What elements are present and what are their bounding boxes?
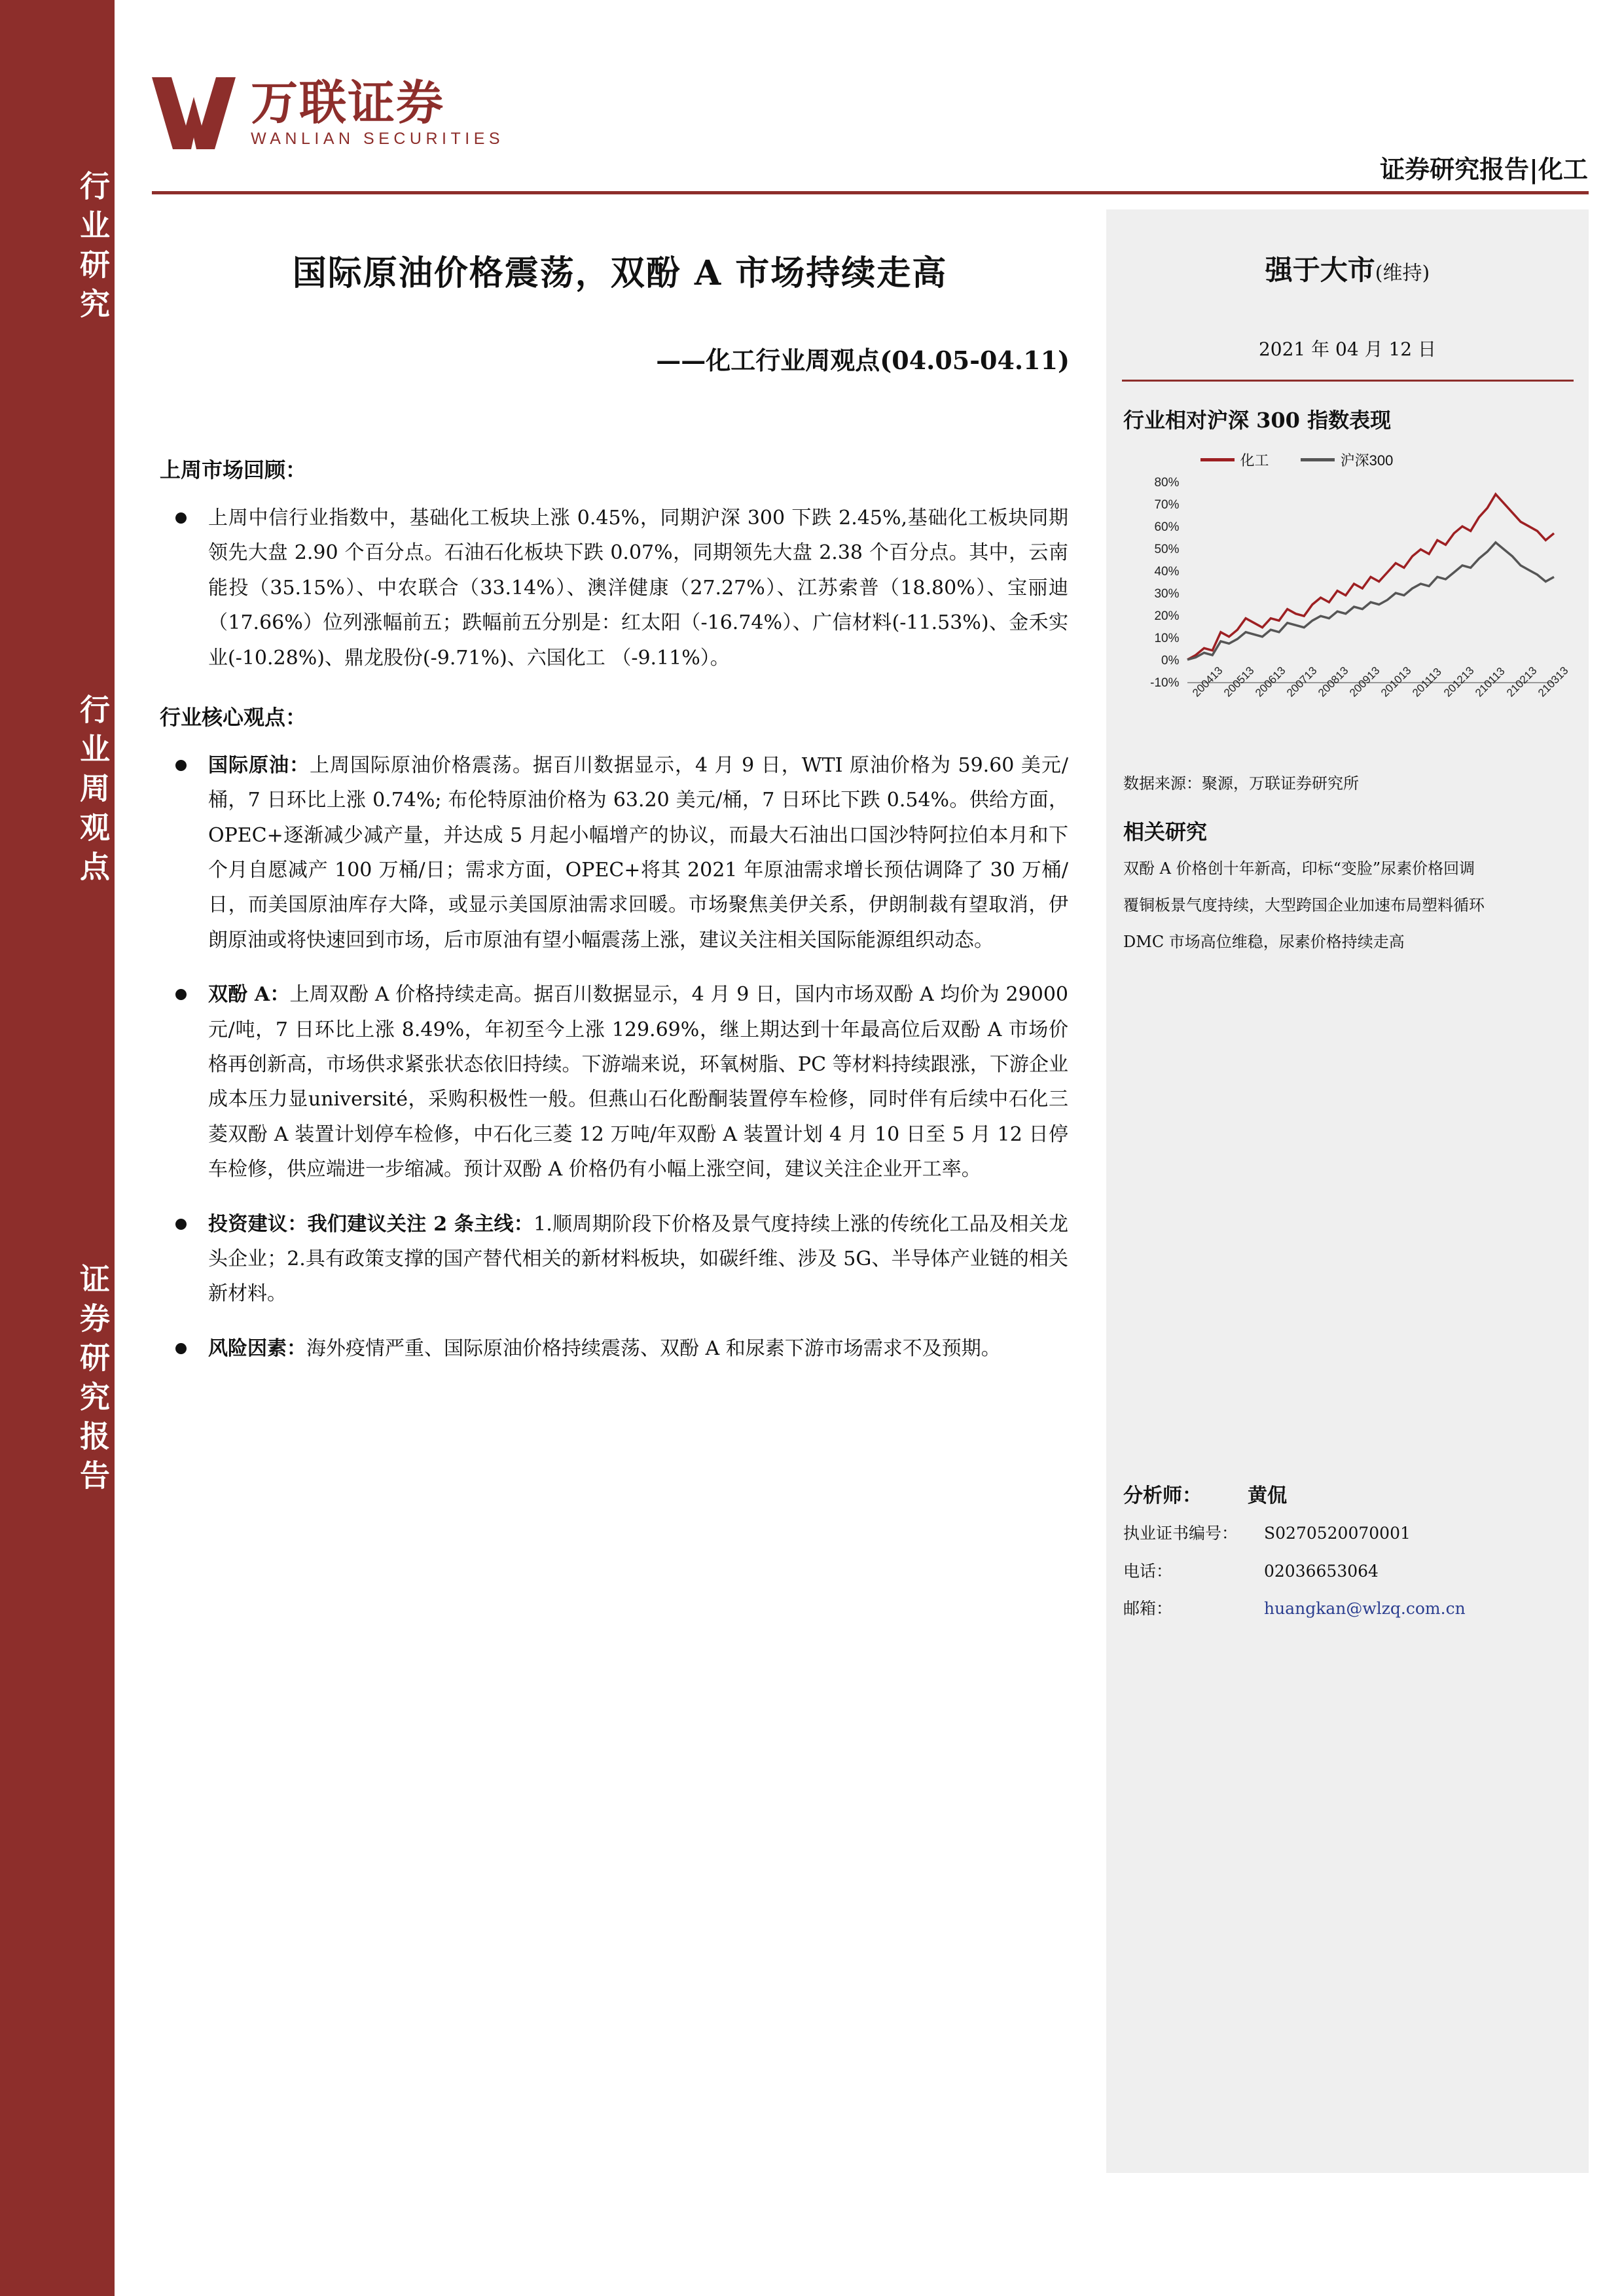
analyst-phone-row <box>1123 1559 1575 1584</box>
page-subtitle: ——化工行业周观点(04.05-04.11) <box>656 346 1070 375</box>
chart-source <box>1123 770 1589 793</box>
side-band-text-1: 行业研究 <box>75 170 111 327</box>
review-text: 上周中信行业指数中，基础化工板块上涨 0.45%，同期沪深 300 下跌 2.45%,基础化工板块同期领先大盘 2.90 个百分点。石油石化板块下跌 0.07%，同期领先大盘 2.38 个百分点。其中，云南能投（35.15%）、中农联合（33.14%）、澳洋健康（27.27%）、江苏索普（18.80%）、宝丽迪（17.66%）位列涨幅前五；跌幅前五分别是：红太阳（-16.74%）、广信材料(-11.53%)、金禾实业(-10.28%)、鼎龙股份(-9.71%)、六国化工 （-9.11%）。 <box>208 506 1068 670</box>
right-rail <box>1106 209 1589 2173</box>
legend-swatch-chemicals <box>1200 458 1235 461</box>
page-title: 国际原油价格震荡，双酚 A 市场持续走高 <box>292 253 948 293</box>
analyst-email-row <box>1123 1596 1575 1621</box>
report-date: 2021 年 04 月 12 日 <box>1258 338 1437 360</box>
y-tick-60: 60% <box>1154 520 1180 534</box>
header-rule <box>152 191 1589 194</box>
x-tick-5: 200913 <box>1346 664 1382 700</box>
related-research-item-2[interactable]: 覆铜板景气度持续，大型跨国企业加速布局塑料循环 <box>1123 896 1485 914</box>
x-tick-2: 200613 <box>1252 664 1288 700</box>
legend-item-csi300 <box>1301 450 1394 470</box>
related-research-title: 相关研究 <box>1123 819 1208 844</box>
analyst-email-value[interactable]: huangkan@wlzq.com.cn <box>1264 1599 1466 1618</box>
section-heading-core: 行业核心观点： <box>160 704 307 730</box>
logo-w-icon <box>152 77 236 149</box>
core-item-investment-advice-text: 1.顺周期阶段下价格及景气度持续上涨的传统化工品及相关龙头企业；2.具有政策支撑的国产替代相关的新材料板块，如碳纤维、涉及 5G、半导体产业链的相关新材料。 <box>208 1212 1069 1306</box>
legend-swatch-csi300 <box>1301 458 1335 461</box>
y-tick-10: 10% <box>1154 632 1180 645</box>
legend-label-chemicals: 化工 <box>1240 452 1269 469</box>
chart-legend <box>1200 450 1421 470</box>
x-tick-11: 210313 <box>1535 664 1571 700</box>
x-tick-4: 200813 <box>1315 664 1351 700</box>
core-item-bpa-label: 双酚 A： <box>208 983 290 1007</box>
analyst-phone-value: 02036653064 <box>1264 1561 1379 1581</box>
title-block <box>152 209 1088 376</box>
chart-source-value: 聚源，万联证券研究所 <box>1202 774 1359 793</box>
brand-name-cn: 万联证券 <box>251 74 445 130</box>
brand-logo <box>152 74 505 149</box>
x-tick-9: 210113 <box>1472 664 1507 700</box>
y-tick-70: 70% <box>1154 498 1180 512</box>
core-item-crude-oil-text: 上周国际原油价格震荡。据百川数据显示，4 月 9 日，WTI 原油价格为 59.60 美元/桶，7 日环比上涨 0.74%; 布伦特原油价格为 63.20 美元/桶，7 日环比下跌 0.54%。供给方面，OPEC+逐渐减少减产量，并达成 5 月起小幅增产的协议，而最大石油出口国沙特阿拉伯本月和下个月自愿减产 100 万桶/日；需求方面，OPEC+将其 2021 年原油需求增长预估调降了 30 万桶/日，而美国原油库存大降，或显示美国原油需求回暖。市场聚焦美伊关系，伊朗制裁有望取消，伊朗原油或将快速回到市场，后市原油有望小幅震荡上涨，建议关注相关国际能源组织动态。 <box>208 753 1069 952</box>
x-tick-6: 201013 <box>1378 664 1414 700</box>
y-tick-80: 80% <box>1154 476 1180 490</box>
core-item-risk-factors <box>152 1331 1068 1366</box>
core-item-risk-factors-label: 风险因素： <box>208 1336 306 1360</box>
analyst-cert-row <box>1123 1521 1575 1546</box>
brand-text <box>251 74 505 149</box>
x-tick-10: 210213 <box>1504 664 1540 700</box>
analyst-block <box>1123 1479 1575 1621</box>
x-tick-0: 200413 <box>1189 664 1225 700</box>
rail-divider <box>1122 380 1574 382</box>
core-item-investment-advice-label: 投资建议：我们建议关注 2 条主线： <box>208 1212 534 1236</box>
core-item-investment-advice <box>152 1207 1068 1312</box>
analyst-cert-value: S0270520070001 <box>1264 1524 1411 1543</box>
x-tick-8: 201213 <box>1441 664 1477 700</box>
legend-label-csi300: 沪深300 <box>1340 452 1394 469</box>
core-item-crude-oil-label: 国际原油： <box>208 753 310 777</box>
related-research-item-1[interactable]: 双酚 A 价格创十年新高，印标“变脸”尿素价格回调 <box>1123 859 1475 878</box>
legend-item-chemicals <box>1200 450 1269 470</box>
analyst-label: 分析师： <box>1123 1484 1202 1507</box>
main-body <box>152 452 1068 1386</box>
side-band-text-3: 证券研究报告 <box>75 1263 111 1499</box>
analyst-email-label: 邮箱： <box>1123 1599 1173 1618</box>
x-tick-3: 200713 <box>1284 664 1320 700</box>
y-tick-30: 30% <box>1154 587 1180 601</box>
chart-title: 行业相对沪深 300 指数表现 <box>1123 408 1392 433</box>
x-tick-7: 201113 <box>1409 665 1444 700</box>
y-tick-neg10: -10% <box>1150 676 1180 690</box>
header-report-type: 证券研究报告|化工 <box>1380 154 1588 184</box>
chart-source-label: 数据来源： <box>1123 774 1202 793</box>
y-tick-40: 40% <box>1154 565 1180 579</box>
core-item-bpa <box>152 977 1068 1187</box>
core-item-bpa-text: 上周双酚 A 价格持续走高。据百川数据显示，4 月 9 日，国内市场双酚 A 均价为 29000 元/吨，7 日环比上涨 8.49%，年初至今上涨 129.69%，继上期达到十年最高位后双酚 A 市场价格再创新高，市场供求紧张状态依旧持续。下游端来说，环氧树脂、PC 等材料持续跟涨，下游企业成本压力显université，采购积极性一般。但燕山石化酚酮装置停车检修，同时伴有后续中石化三菱双酚 A 装置计划停车检修，中石化三菱 12 万吨/年双酚 A 装置计划 4 月 10 日至 5 月 12 日停车检修，供应端进一步缩减。预计双酚 A 价格仍有小幅上涨空间，建议关注企业开工率。 <box>208 983 1068 1181</box>
analyst-phone-label: 电话： <box>1123 1561 1173 1581</box>
analyst-name: 黄侃 <box>1248 1484 1287 1507</box>
x-tick-1: 200513 <box>1221 664 1257 700</box>
section-heading-review: 上周市场回顾： <box>160 457 307 482</box>
rating-badge <box>1106 249 1589 288</box>
related-research-item-3[interactable]: DMC 市场高位维稳，尿素价格持续走高 <box>1123 933 1405 951</box>
rating-value: 强于大市 <box>1265 254 1375 286</box>
y-tick-20: 20% <box>1154 609 1180 623</box>
core-item-risk-factors-text: 海外疫情严重、国际原油价格持续震荡、双酚 A 和尿素下游市场需求不及预期。 <box>306 1336 1001 1360</box>
y-tick-50: 50% <box>1154 543 1180 556</box>
review-bullet <box>152 501 1068 675</box>
relative-performance-chart <box>1122 446 1574 753</box>
chart-plot-area <box>1122 446 1574 753</box>
y-tick-0: 0% <box>1161 654 1180 668</box>
side-band-text-2: 行业周观点 <box>75 694 111 890</box>
analyst-header <box>1123 1479 1575 1508</box>
core-item-crude-oil <box>152 748 1068 958</box>
brand-name-en: WANLIAN SECURITIES <box>251 130 505 149</box>
rating-suffix: (维持) <box>1375 262 1430 285</box>
left-side-band <box>0 0 115 2296</box>
analyst-cert-label: 执业证书编号： <box>1123 1524 1238 1543</box>
